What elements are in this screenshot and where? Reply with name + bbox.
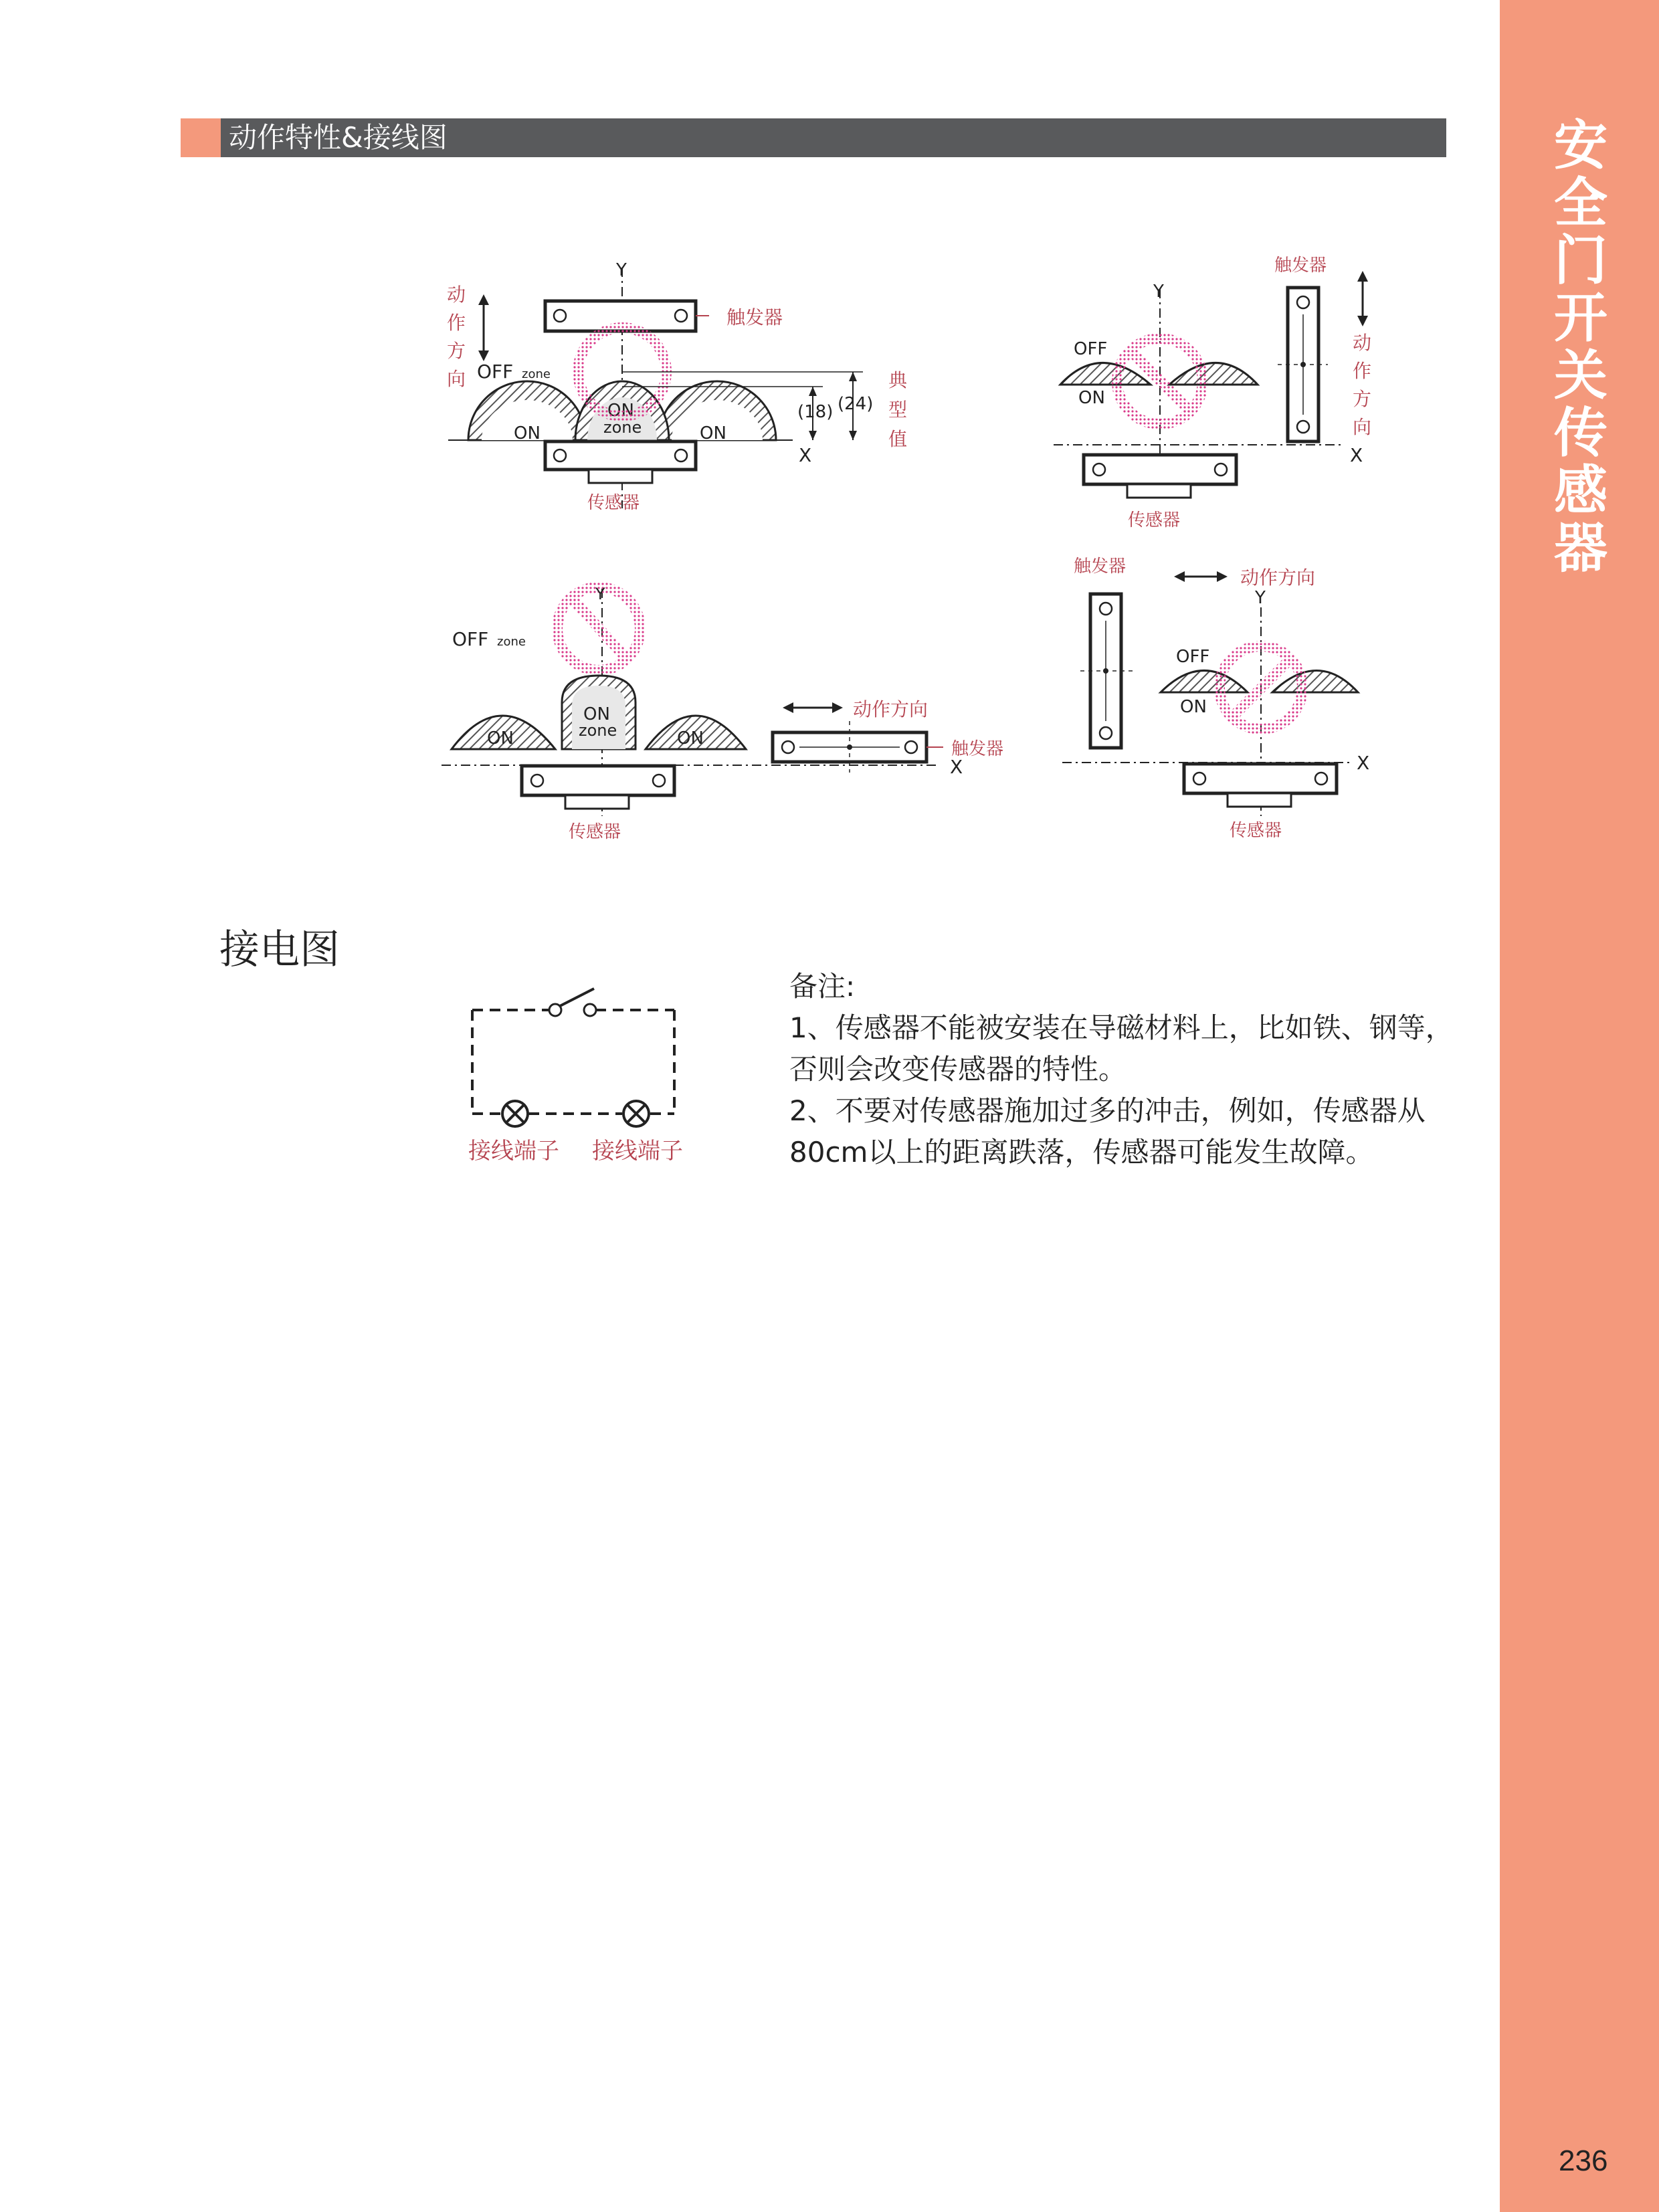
y-axis-label: Y [595,585,605,603]
action-dir-char-4: 向 [447,368,466,390]
action-dir-char-3: 方 [447,340,466,362]
action-dir-char-2: 作 [1353,360,1372,382]
y-axis-label: Y [616,260,627,280]
on-zone-label: zone [603,418,642,437]
section-title: 动作特性&接线图 [229,121,448,154]
action-direction-label: 动作方向 [853,698,929,720]
sensor-label: 传感器 [569,822,621,842]
page-number: 236 [1559,2144,1608,2177]
trigger-label: 触发器 [1274,256,1327,276]
typical-char-3: 值 [888,428,908,450]
sensor-label: 传感器 [1230,821,1282,841]
diagram-top-right [1054,256,1371,530]
action-direction-label: 动作方向 [1240,567,1316,589]
y-axis-label: Y [1153,282,1164,302]
typical-char-2: 型 [888,399,908,421]
action-dir-char-3: 方 [1353,388,1372,410]
diagram-bottom-right [1062,557,1369,841]
terminal-left-symbol [502,1101,528,1126]
diagram-bottom-left [442,585,1003,842]
x-axis-label: X [1357,752,1370,774]
action-dir-char-1: 动 [1353,332,1372,354]
action-dir-char-4: 向 [1353,416,1372,438]
on-label: ON [1078,388,1105,408]
y-axis-label: Y [1255,588,1266,608]
notes-line: 1、传感器不能被安装在导磁材料上，比如铁、钢等， [789,1011,1454,1044]
off-label: OFF [1074,339,1108,359]
terminal-right-symbol [623,1101,649,1126]
off-zone-label: zone [522,367,551,381]
on-label-right: ON [700,423,726,443]
notes-block [789,966,1465,1173]
sidebar-title: 安 全 门 开 关 传 感 器 [1554,114,1607,579]
off-label: OFF [477,361,514,383]
sensor-block [545,441,696,470]
sensor-block [522,766,674,795]
action-dir-char-1: 动 [447,284,466,306]
dimension-18: (18) [797,402,834,422]
dimension-24: (24) [838,394,874,414]
trigger-label: 触发器 [951,739,1004,759]
on-label-center: ON [607,401,634,421]
notes-line: 否则会改变传感器的特性。 [789,1053,1127,1086]
trigger-label: 触发器 [1074,557,1127,577]
off-zone-label: zone [497,635,526,649]
notes-line: 80cm以上的距离跌落，传感器可能发生故障。 [789,1136,1374,1169]
on-label-center: ON [583,704,610,724]
action-characteristics-figure [428,241,1405,856]
on-label-left: ON [514,423,541,443]
terminal-left-label: 接线端子 [468,1138,559,1165]
wiring-title: 接电图 [219,926,340,973]
switch-symbol [549,989,596,1016]
trigger-label: 触发器 [726,306,783,328]
x-axis-label: X [1350,444,1363,466]
notes-line: 2、不要对传感器施加过多的冲击，例如，传感器从 [789,1094,1426,1127]
notes-heading: 备注: [789,970,856,1003]
terminal-right-label: 接线端子 [592,1138,683,1165]
sensor-block [1184,764,1337,793]
on-label-right: ON [677,728,704,748]
on-label-left: ON [487,728,514,748]
section-header [181,118,1446,157]
sensor-block [1084,455,1236,484]
sensor-label: 传感器 [1128,510,1181,530]
action-dir-char-2: 作 [447,312,466,334]
typical-char-1: 典 [888,369,908,391]
x-axis-label: X [950,756,963,778]
off-label: OFF [452,628,489,650]
on-label: ON [1180,697,1207,717]
sensor-label: 传感器 [587,493,640,513]
wiring-diagram [462,977,716,1171]
off-label: OFF [1176,647,1210,667]
x-axis-label: X [799,444,812,466]
diagram-top-left [447,260,908,513]
on-zone-label: zone [579,721,617,740]
section-accent [181,118,221,157]
